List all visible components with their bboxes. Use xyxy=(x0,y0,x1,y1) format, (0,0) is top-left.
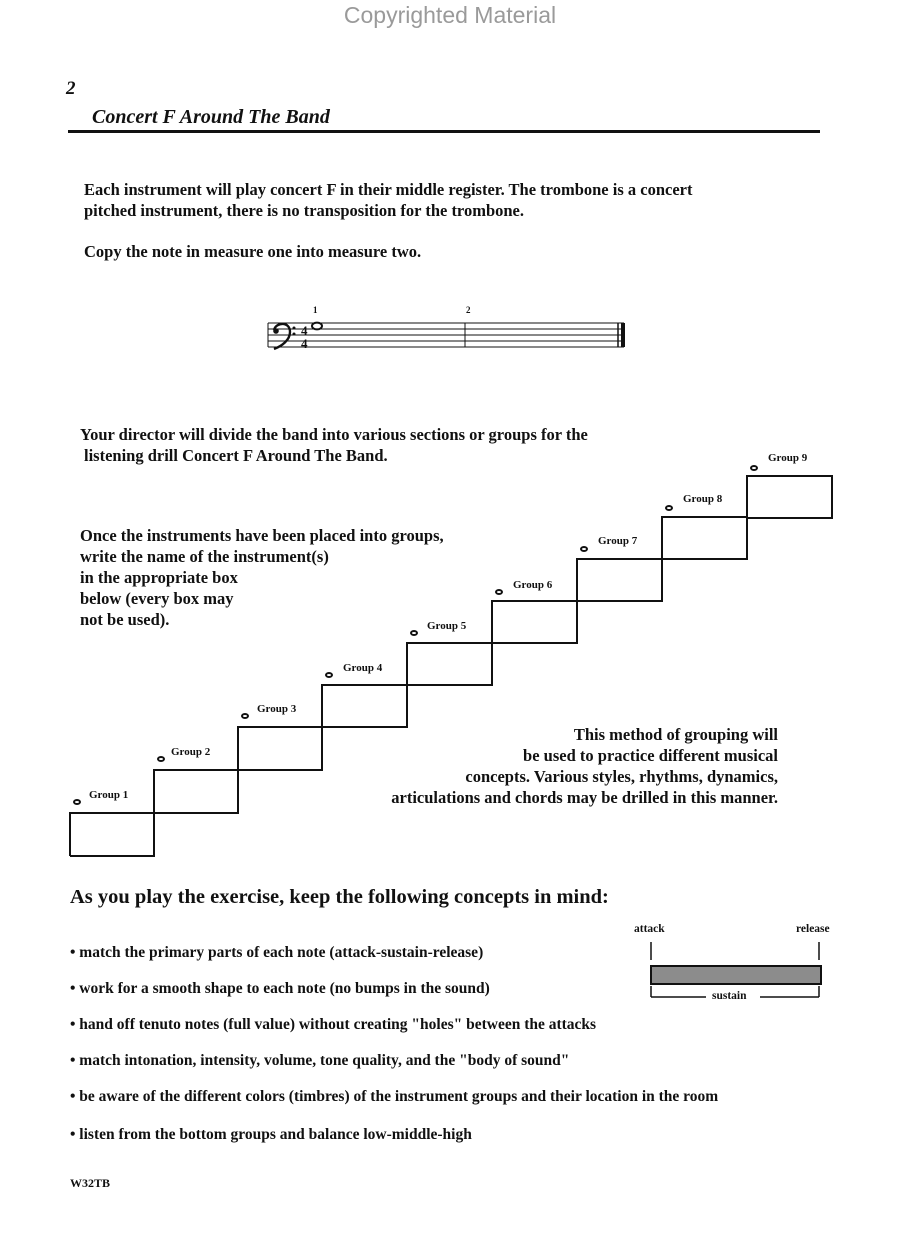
measure-number-1: 1 xyxy=(313,305,318,315)
svg-text:4: 4 xyxy=(301,323,308,338)
method-line-2: be used to practice different musical xyxy=(523,746,778,765)
bullet-item-2: • work for a smooth shape to each note (no bumps in the sound) xyxy=(70,980,490,997)
method-line-4: articulations and chords may be drilled in this manner. xyxy=(391,788,778,807)
release-label: release xyxy=(796,923,830,935)
page-title: Concert F Around The Band xyxy=(92,106,330,128)
group-3-label: Group 3 xyxy=(257,703,297,715)
intro-line-1: Each instrument will play concert F in their middle register. The trombone is a concert xyxy=(84,180,693,199)
group-9-label: Group 9 xyxy=(768,452,808,464)
bullet-item-5: • be aware of the different colors (timbres) of the instrument groups and their location in the room xyxy=(70,1088,719,1105)
director-line-2: listening drill Concert F Around The Band. xyxy=(84,446,388,465)
bullet-item-1: • match the primary parts of each note (attack-sustain-release) xyxy=(70,944,484,961)
instruction-text: Copy the note in measure one into measure two. xyxy=(84,242,422,261)
method-line-3: concepts. Various styles, rhythms, dynamics, xyxy=(465,767,778,786)
placement-line-2: write the name of the instrument(s) xyxy=(80,547,329,566)
group-2-label: Group 2 xyxy=(171,746,211,758)
group-7-label: Group 7 xyxy=(598,535,638,547)
placement-line-5: not be used). xyxy=(80,610,170,629)
sustain-label: sustain xyxy=(712,990,747,1002)
director-line-1: Your director will divide the band into various sections or groups for the xyxy=(80,425,588,444)
group-5-label: Group 5 xyxy=(427,620,467,632)
bullet-item-4: • match intonation, intensity, volume, tone quality, and the "body of sound" xyxy=(70,1052,570,1069)
group-1-label: Group 1 xyxy=(89,789,129,801)
svg-text:4: 4 xyxy=(301,336,308,351)
bullet-item-3: • hand off tenuto notes (full value) without creating "holes" between the attacks xyxy=(70,1016,597,1033)
placement-line-1: Once the instruments have been placed into groups, xyxy=(80,526,444,545)
sustain-bar xyxy=(650,965,822,985)
page-number: 2 xyxy=(66,78,76,99)
placement-line-4: below (every box may xyxy=(80,589,234,608)
placement-line-3: in the appropriate box xyxy=(80,568,238,587)
concepts-heading: As you play the exercise, keep the following concepts in mind: xyxy=(70,886,609,908)
group-4-label: Group 4 xyxy=(343,662,383,674)
intro-line-2: pitched instrument, there is no transposition for the trombone. xyxy=(84,201,525,220)
attack-label: attack xyxy=(634,923,665,935)
group-6-label: Group 6 xyxy=(513,579,553,591)
method-line-1: This method of grouping will xyxy=(573,725,778,744)
bullet-item-6: • listen from the bottom groups and balance low-middle-high xyxy=(70,1126,472,1143)
group-8-label: Group 8 xyxy=(683,493,723,505)
footer-code: W32TB xyxy=(70,1176,111,1190)
watermark: Copyrighted Material xyxy=(343,2,557,28)
measure-number-2: 2 xyxy=(466,305,471,315)
